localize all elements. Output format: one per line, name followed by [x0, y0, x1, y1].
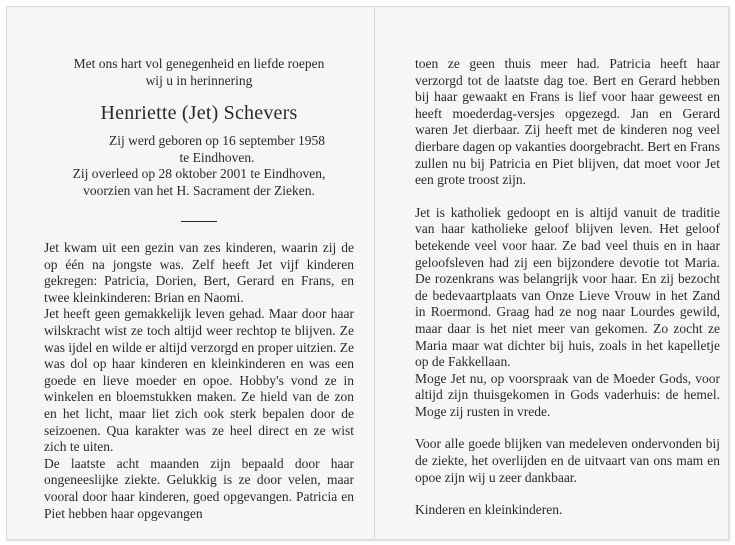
- intro-line-1: Met ons hart vol genegenheid en liefde roepen: [73, 56, 325, 71]
- right-paragraph-3: Moge Jet nu, op voorspraak van de Moeder Gods, voor altijd zijn thuisgekomen in Gods vaderhuis: de hemel. Moge zij rusten in vrede.: [415, 370, 720, 419]
- paragraph-gap: [415, 486, 720, 502]
- left-paragraph-1: Jet kwam uit een gezin van zes kinderen, waarin zij de op één na jongste was. Zelf heeft Jet vijf kinderen gekregen: Patricia, Dorien, Bert, Gerard en Frans, en twee kleinkinderen: Brian en Naomi.: [44, 240, 354, 305]
- paragraph-gap: [415, 420, 720, 436]
- right-page: [415, 56, 720, 519]
- left-page: [44, 56, 354, 522]
- birth-line-2: te Eindhoven.: [179, 149, 255, 165]
- right-paragraph-2: Jet is katholiek gedoopt en is altijd vanuit de traditie van haar katholieke geloof blijven leven. Het geloof betekende veel voor haar. Ze bad veel thuis en in haar geloofsleven had zij een bijzondere devotie tot Maria. De rozenkrans was belangrijk voor haar. En zij bezocht de bedevaartplaats van Onze Lieve Vrouw in het Zand in Roermond. Graag had ze nog naar Lourdes gewild, maar daar is het niet meer van gekomen. Zo zocht ze Maria maar wat dichter bij huis, zoals in het kapelletje op de Fakkellaan.: [415, 204, 720, 370]
- death-line-1: Zij overleed op 28 oktober 2001 te Eindhoven,: [72, 166, 326, 181]
- right-paragraph-4: Voor alle goede blijken van medeleven ondervonden bij de ziekte, het overlijden en de uitvaart van ons mam en opoe zijn wij u zeer dankbaar.: [415, 436, 720, 485]
- birth-line-1: Zij werd geboren op 16 september 1958: [109, 133, 325, 148]
- signature-line: Kinderen en kleinkinderen.: [415, 502, 563, 518]
- paragraph-gap: [415, 189, 720, 205]
- left-paragraph-2: Jet heeft geen gemakkelijk leven gehad. Maar door haar wilskracht wist ze toch altijd weer rechtop te blijven. Ze was ijdel en wilde er altijd verzorgd en proper uitzien. Ze was dol op haar kinderen en kleinkinderen en was een goede en lieve moeder en opoe. Hobby's vond ze in winkelen en bloemstukken maken. Ze hield van de zon en het licht, maar liet zich ook sterk bepalen door de seizoenen. Qua karakter was ze heel direct en ze wist zich te uiten.: [44, 306, 354, 455]
- left-paragraph-3: De laatste acht maanden zijn bepaald door haar ongeneeslijke ziekte. Gelukkig is ze door velen, maar vooral door haar kinderen, goed opgevangen. Patricia en Piet hebben haar opgevangen: [44, 455, 354, 521]
- divider-rule: [181, 221, 217, 222]
- card-fold-line: [374, 6, 375, 538]
- intro-line-2: wij u in herinnering: [145, 72, 253, 88]
- right-paragraph-1: toen ze geen thuis meer had. Patricia heeft haar verzorgd tot de laatste dag toe. Bert en Gerard hebben bij haar gewaakt en Frans is lief voor haar geweest en heeft moederdag-versjes opgezegd. Jan en Gerard waren Jet dierbaar. Zij heeft met de kinderen nog veel dierbare dagen op vakanties doorgebracht. Bert en Frans zullen nu bij Patricia en Piet blijven, dat moet voor Jet een grote troost zijn.: [415, 56, 720, 188]
- deceased-name: Henriette (Jet) Schevers: [100, 102, 298, 124]
- death-line-2: voorzien van het H. Sacrament der Zieken.: [83, 182, 315, 198]
